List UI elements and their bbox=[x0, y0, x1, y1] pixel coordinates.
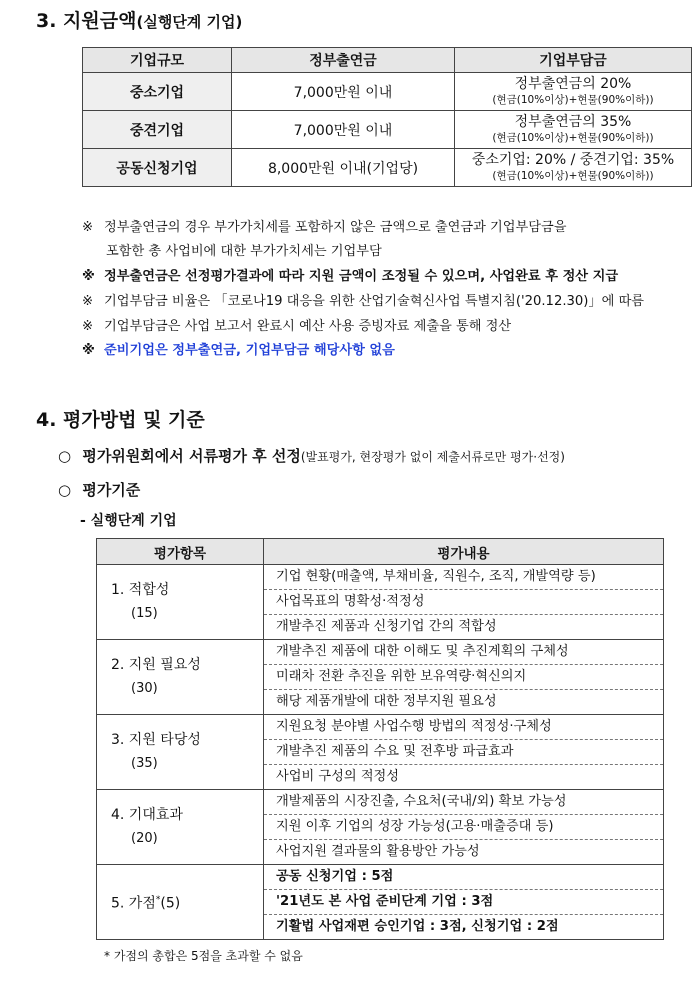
company-size-cell: 중견기업 bbox=[83, 111, 232, 149]
bullet-evaluation-method: ○ 평가위원회에서 서류평가 후 선정(발표평가, 현장평가 없이 제출서류로만 평가·선정) bbox=[58, 447, 565, 465]
eval-category: 1. 적합성 (15) bbox=[97, 565, 264, 640]
table-row bbox=[97, 565, 664, 640]
list-item: 개발추진 제품에 대한 이해도 및 추진계획의 구체성 bbox=[264, 640, 663, 665]
funding-table bbox=[82, 47, 692, 187]
eval-category: 4. 기대효과 (20) bbox=[97, 790, 264, 865]
gov-funding-cell: 8,000만원 이내(기업당) bbox=[232, 149, 455, 187]
col-header-eval-content: 평가내용 bbox=[264, 539, 664, 565]
table-row bbox=[97, 640, 664, 715]
list-item: 사업비 구성의 적정성 bbox=[276, 769, 400, 784]
note-vat-cont: 포함한 총 사업비에 대한 부가가치세는 기업부담 bbox=[106, 244, 382, 259]
note-ratio: ※ 기업부담금 비율은 「코로나19 대응을 위한 산업기술혁신사업 특별지침('20.12.30)」에 따름 bbox=[82, 294, 645, 309]
bullet-evaluation-criteria: ○ 평가기준 bbox=[58, 481, 141, 499]
list-item: 기업 현황(매출액, 부채비율, 직원수, 조직, 개발역량 등) bbox=[264, 565, 663, 590]
dash-item-execution-stage: - 실행단계 기업 bbox=[80, 513, 177, 529]
gov-funding-cell: 7,000만원 이내 bbox=[232, 111, 455, 149]
col-header-gov-funding: 정부출연금 bbox=[232, 48, 455, 73]
list-item: 기활법 사업재편 승인기업 : 3점, 신청기업 : 2점 bbox=[276, 919, 559, 934]
company-burden-cell: 중소기업: 20% / 중견기업: 35% (현금(10%이상)+현물(90%이하)) bbox=[455, 149, 692, 187]
list-item: 개발추진 제품의 수요 및 전후방 파급효과 bbox=[264, 740, 663, 765]
eval-items bbox=[264, 640, 664, 715]
list-item: 개발제품의 시장진출, 수요처(국내/외) 확보 가능성 bbox=[264, 790, 663, 815]
evaluation-table bbox=[96, 538, 664, 940]
list-item: 지원 이후 기업의 성장 가능성(고용·매출증대 등) bbox=[264, 815, 663, 840]
col-header-company-burden: 기업부담금 bbox=[455, 48, 692, 73]
list-item: 개발추진 제품과 신청기업 간의 적합성 bbox=[276, 619, 497, 634]
eval-items bbox=[264, 565, 664, 640]
note-settlement: ※ 기업부담금은 사업 보고서 완료시 예산 사용 증빙자료 제출을 통해 정산 bbox=[82, 319, 512, 334]
company-burden-cell: 정부출연금의 35% (현금(10%이상)+현물(90%이하)) bbox=[455, 111, 692, 149]
eval-category: 3. 지원 타당성 (35) bbox=[97, 715, 264, 790]
company-size-cell: 공동신청기업 bbox=[83, 149, 232, 187]
eval-items bbox=[264, 790, 664, 865]
section3-heading: 3. 지원금액(실행단계 기업) bbox=[36, 10, 243, 32]
list-item: 미래차 전환 추진을 위한 보유역량·혁신의지 bbox=[264, 665, 663, 690]
company-burden-cell: 정부출연금의 20% (현금(10%이상)+현물(90%이하)) bbox=[455, 73, 692, 111]
list-item: 해당 제품개발에 대한 정부지원 필요성 bbox=[276, 694, 497, 709]
note-prep-company: ※ 준비기업은 정부출연금, 기업부담금 해당사항 없음 bbox=[82, 343, 395, 358]
eval-items bbox=[264, 865, 664, 940]
table-row bbox=[97, 715, 664, 790]
gov-funding-cell: 7,000만원 이내 bbox=[232, 73, 455, 111]
list-item: '21년도 본 사업 준비단계 기업 : 3점 bbox=[264, 890, 663, 915]
list-item: 공동 신청기업 : 5점 bbox=[264, 865, 663, 890]
col-header-eval-item: 평가항목 bbox=[97, 539, 264, 565]
eval-items bbox=[264, 715, 664, 790]
eval-category: 2. 지원 필요성 (30) bbox=[97, 640, 264, 715]
table-row bbox=[97, 865, 664, 940]
table-row bbox=[83, 73, 692, 111]
list-item: 사업지원 결과물의 활용방안 가능성 bbox=[276, 844, 480, 859]
section4-heading: 4. 평가방법 및 기준 bbox=[36, 409, 205, 431]
table-row bbox=[83, 149, 692, 187]
list-item: 사업목표의 명확성·적정성 bbox=[264, 590, 663, 615]
table-row bbox=[97, 790, 664, 865]
list-item: 지원요청 분야별 사업수행 방법의 적정성·구체성 bbox=[264, 715, 663, 740]
col-header-company-size: 기업규모 bbox=[83, 48, 232, 73]
note-vat: ※ 정부출연금의 경우 부가가치세를 포함하지 않은 금액으로 출연금과 기업부담금을 bbox=[82, 220, 567, 235]
eval-category: 5. 가점*(5) bbox=[97, 865, 264, 940]
note-adjustment: ※ 정부출연금은 선정평가결과에 따라 지원 금액이 조정될 수 있으며, 사업완료 후 정산 지급 bbox=[82, 269, 619, 284]
footnote-bonus-limit: * 가점의 총합은 5점을 초과할 수 없음 bbox=[104, 949, 303, 963]
company-size-cell: 중소기업 bbox=[83, 73, 232, 111]
table-row bbox=[83, 111, 692, 149]
